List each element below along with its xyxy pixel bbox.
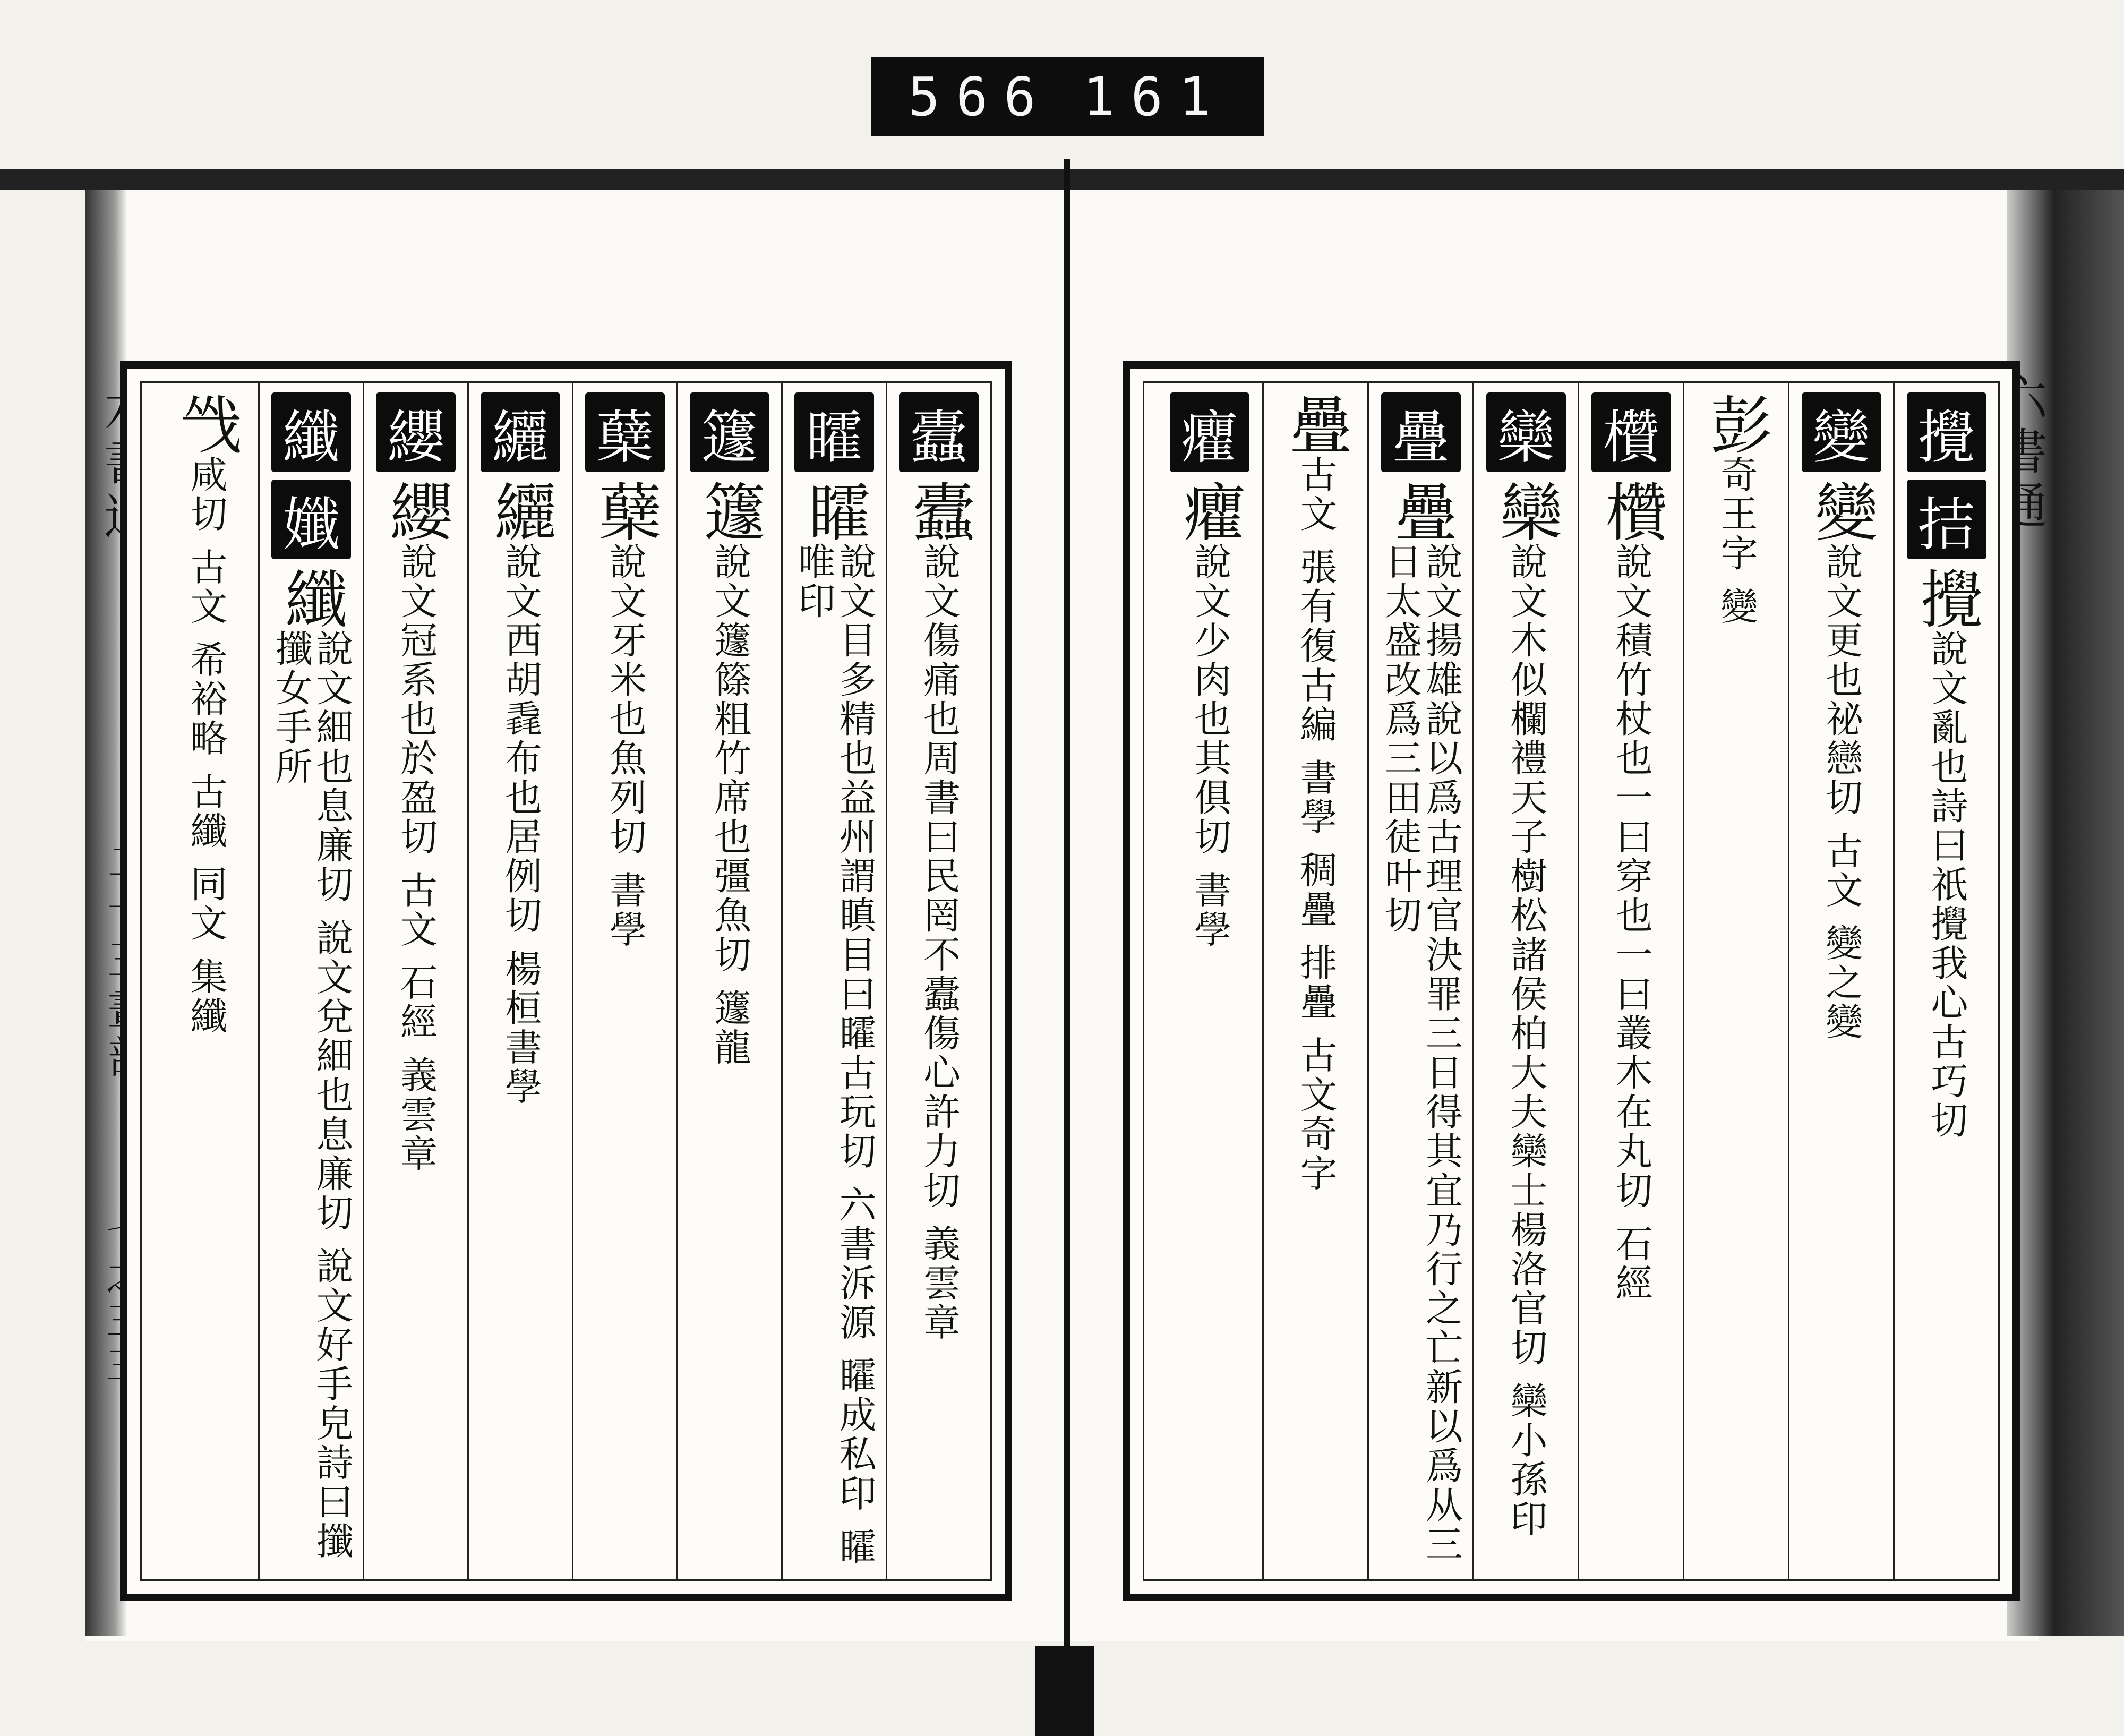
entry-column [1788,383,1893,1579]
entry-annotation: 說文揚雄說以爲古理官決罪三日得其宜乃行之亡新以爲从三日太盛改爲三田徒叶切 [1378,542,1463,1564]
entry-column [886,383,990,1579]
seal-script-glyph: 欑 [1594,480,1668,542]
entry-annotation: 說文西胡毳布也居例切 楊桓書學 [499,542,543,1107]
entry-annotation: 說文更也祕戀切 古文 變之變 [1820,542,1863,1042]
entry-annotation: 說文傷痛也周書曰民罔不蠹傷心許力切 義雲章 [917,542,961,1342]
headword-box: 蘖 [585,392,665,472]
seal-script-glyph: 纚 [484,480,557,542]
entry-column [1683,383,1788,1579]
entry-column [153,383,258,1579]
headword-box: 欒 [1486,392,1566,472]
entry-column [572,383,676,1579]
headword-variant-box: 拮 [1907,480,1986,559]
headword-box: 癯 [1170,392,1249,472]
entry-annotation: 說文亂也詩曰祇攪我心古巧切 [1925,629,1968,1140]
seal-script-glyph: 蠹 [902,480,975,542]
headword-box: 矐 [794,392,874,472]
entry-annotation: 說文木似欄禮天子樹松諸侯柏大夫欒士楊洛官切 欒小孫印 [1504,542,1548,1539]
left-page-columns [140,381,992,1581]
entry-annotation: 說文細也息廉切 說文兌細也息廉切 說文好手皃詩曰攕攕女手所 [269,629,354,1561]
catalog-number-left: 566 [908,65,1052,128]
entry-annotation: 奇王字 變 [1715,455,1758,627]
entry-column [1157,383,1262,1579]
entry-annotation: 說文牙米也魚列切 書學 [603,542,647,950]
seal-script-glyph: 蘖 [588,480,662,542]
headword-box: 疊 [1381,392,1461,472]
entry-column [1472,383,1578,1579]
headword-box: 纚 [481,392,560,472]
entry-column [258,383,363,1579]
seal-script-glyph: 矐 [798,480,871,542]
right-page-columns [1143,381,2000,1581]
entry-column [1893,383,1998,1579]
entry-column [781,383,886,1579]
entry-column [1367,383,1472,1579]
top-rule [0,169,2124,190]
seal-script-glyph: 纖 [275,567,348,629]
seal-script-glyph: 纓 [379,480,452,542]
catalog-number-label [871,57,1264,136]
entry-column [467,383,572,1579]
seal-script-glyph: 欒 [1489,480,1563,542]
left-page [120,361,1012,1601]
headword-box: 欑 [1591,392,1671,472]
seal-script-glyph: 疊 [1384,480,1458,542]
seal-script-glyph: 癯 [1173,480,1246,542]
seal-script-glyph: 彭 [1699,392,1773,455]
seal-script-glyph: 變 [1804,480,1878,542]
headword-box: 纓 [376,392,456,472]
headword-box: 蠹 [899,392,979,472]
gutter-line [1064,159,1070,1652]
entry-column [1578,383,1683,1579]
gutter-foot [1035,1646,1094,1736]
seal-script-glyph: 疊 [1279,392,1352,455]
entry-annotation: 古文 張有復古編 書學 稠疊 排疊 古文奇字 [1294,455,1338,1193]
right-page [1123,361,2020,1601]
entry-annotation: 咸切 古文 希裕略 古纖 同文 集纖 [184,455,228,1036]
entry-annotation: 說文少肉也其俱切 書學 [1188,542,1232,950]
entry-annotation: 說文籧篨粗竹席也彊魚切 籧龍 [708,542,752,1067]
headword-box: 籧 [690,392,769,472]
seal-script-glyph: 㦰 [169,392,243,455]
seal-script-glyph: 籧 [693,480,766,542]
headword-box: 攪 [1907,392,1986,472]
headword-variant-box: 孅 [271,480,351,559]
entry-column [363,383,467,1579]
seal-script-glyph: 攪 [1909,567,1983,629]
catalog-number-right: 161 [1083,65,1227,128]
entry-annotation: 說文冠系也於盈切 古文 石經 義雲章 [394,542,438,1174]
entry-annotation: 說文積竹杖也一曰穿也一曰叢木在丸切 石經 [1609,542,1653,1303]
entry-column [676,383,781,1579]
entry-annotation: 說文目多精也益州謂瞋目曰矐古玩切 六書泝源 矐成私印 矐唯印 [792,542,877,1567]
headword-box: 纖 [271,392,351,472]
headword-box: 變 [1802,392,1881,472]
entry-column [1262,383,1367,1579]
